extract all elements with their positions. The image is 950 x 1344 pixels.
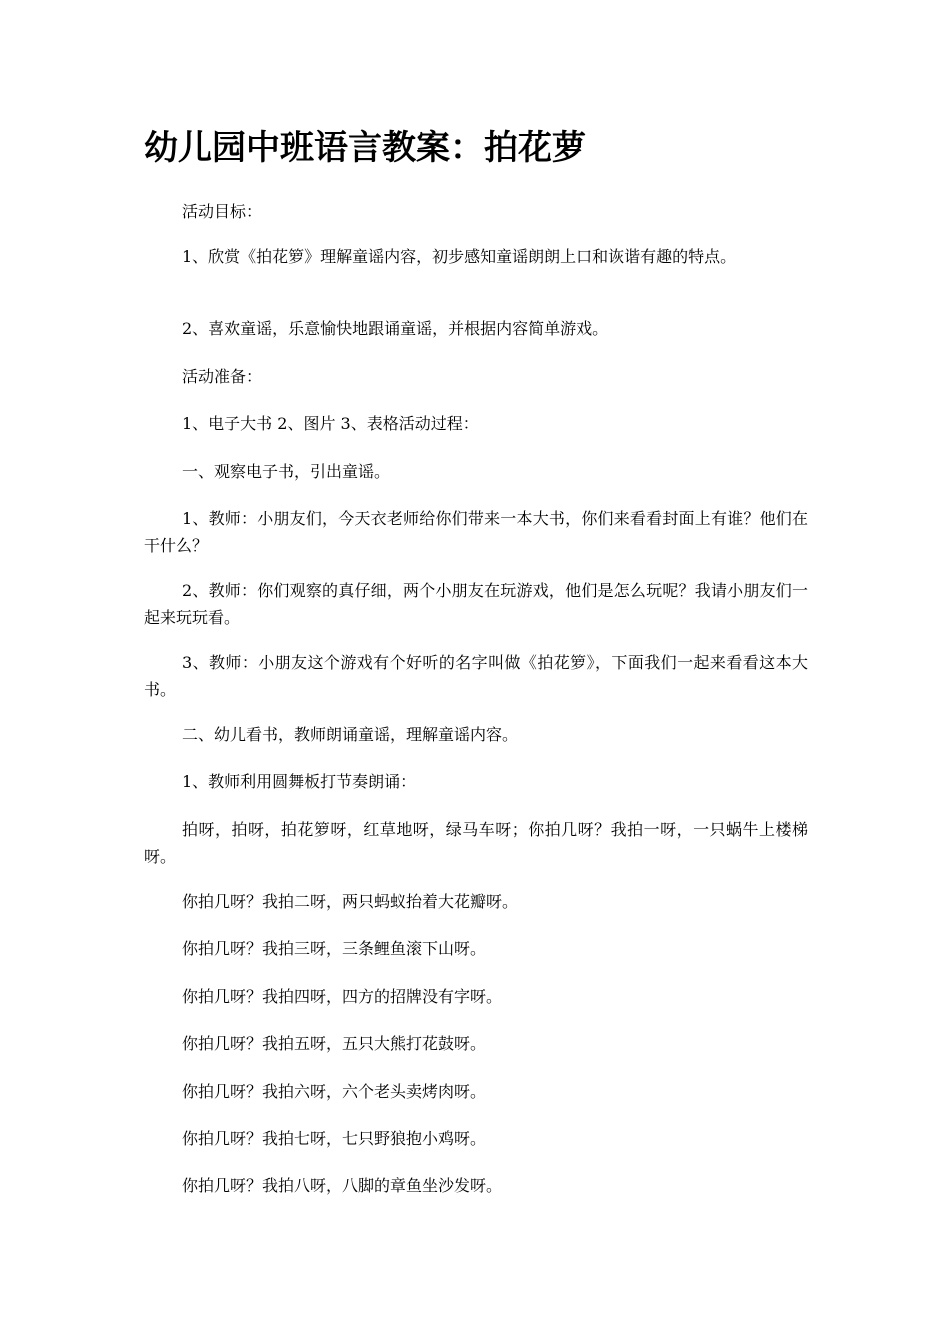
paragraph-rhyme-verse-7: 你拍几呀？我拍七呀，七只野狼抱小鸡呀。: [182, 1129, 487, 1148]
paragraph-rhyme-verse-6: 你拍几呀？我拍六呀，六个老头卖烤肉呀。: [182, 1082, 487, 1101]
paragraph-rhyme-verse-3: 你拍几呀？我拍三呀，三条鲤鱼滚下山呀。: [182, 939, 487, 958]
paragraph-section-1-step-1: 1、教师：小朋友们，今天衣老师给你们带来一本大书，你们来看看封面上有谁？他们在干什么？: [144, 509, 808, 555]
paragraph-rhyme-verse-8: 你拍几呀？我拍八呀，八脚的章鱼坐沙发呀。: [182, 1176, 503, 1195]
document-title: 幼儿园中班语言教案：拍花萝: [144, 128, 586, 168]
paragraph-preparation-items: 1、电子大书 2、图片 3、表格活动过程：: [182, 414, 479, 433]
paragraph-objective-2: 2、喜欢童谣，乐意愉快地跟诵童谣，并根据内容简单游戏。: [182, 319, 609, 338]
paragraph-section-2-heading: 二、幼儿看书，教师朗诵童谣，理解童谣内容。: [182, 725, 519, 744]
paragraph-rhyme-verse-2: 你拍几呀？我拍二呀，两只蚂蚁抬着大花瓣呀。: [182, 892, 519, 911]
document-page: [144, 0, 808, 1344]
paragraph-section-1-step-3: 3、教师：小朋友这个游戏有个好听的名字叫做《拍花箩》，下面我们一起来看看这本大书。: [144, 653, 808, 699]
paragraph-rhyme-verse-1: 拍呀，拍呀，拍花箩呀，红草地呀，绿马车呀；你拍几呀？我拍一呀，一只蜗牛上楼梯呀。: [144, 820, 808, 866]
paragraph-section-2-step-1: 1、教师利用圆舞板打节奏朗诵：: [182, 772, 417, 791]
paragraph-objective-1: 1、欣赏《拍花箩》理解童谣内容，初步感知童谣朗朗上口和诙谐有趣的特点。: [182, 247, 737, 266]
paragraph-objectives-heading: 活动目标：: [182, 202, 263, 221]
paragraph-rhyme-verse-4: 你拍几呀？我拍四呀，四方的招牌没有字呀。: [182, 987, 503, 1006]
paragraph-preparation-heading: 活动准备：: [182, 367, 263, 386]
paragraph-rhyme-verse-5: 你拍几呀？我拍五呀，五只大熊打花鼓呀。: [182, 1034, 487, 1053]
paragraph-section-1-heading: 一、观察电子书，引出童谣。: [182, 462, 391, 481]
paragraph-section-1-step-2: 2、教师：你们观察的真仔细，两个小朋友在玩游戏，他们是怎么玩呢？我请小朋友们一起来玩玩看。: [144, 581, 808, 627]
